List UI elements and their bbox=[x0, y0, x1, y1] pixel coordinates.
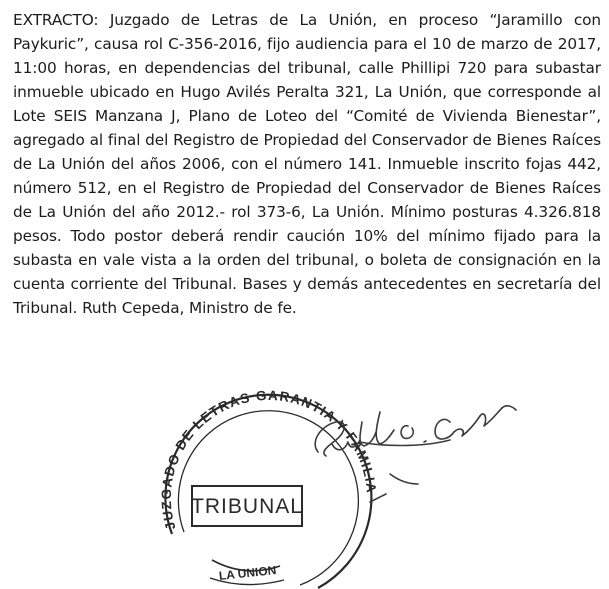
stamp-signature-graphic bbox=[150, 382, 530, 589]
signature-stamp-area bbox=[150, 382, 530, 589]
court-seal bbox=[159, 388, 379, 588]
extract-paragraph: EXTRACTO: Juzgado de Letras de La Unión, en proceso “Jaramillo con Paykuric”, causa rol C-356-2016, fijo audiencia para el 10 de marzo de 2017, 11:00 horas, en dependencias del tribunal, calle Phillipi 720 para subastar inmueble ubicado en Hugo Avilés Peralta 321, La Unión, que corresponde al Lote SEIS Manzana J, Plano de Loteo del “Comité de Vivienda Bienestar”, agregado al final del Registro de Propiedad del Conservador de Bienes Raíces de La Unión del años 2006, con el número 141. Inmueble inscrito fojas 442, número 512, en el Registro de Propiedad del Conservador de Bienes Raíces de La Unión del año 2012.- rol 373-6, La Unión. Mínimo posturas 4.326.818 pesos. Todo postor deberá rendir caución 10% del mínimo fijado para la subasta en vale vista a la orden del tribunal, o boleta de consignación en la cuenta corriente del Tribunal. Bases y demás antecedentes en secretaría del Tribunal. Ruth Cepeda, Ministro de fe. bbox=[13, 11, 601, 317]
seal-bottom-text: LA UNION bbox=[218, 563, 277, 583]
seal-center-text: TRIBUNAL bbox=[191, 495, 303, 518]
seal-ring-text: JUZGADO DE LETRAS GARANTIA Y FAMILIA bbox=[158, 387, 379, 532]
